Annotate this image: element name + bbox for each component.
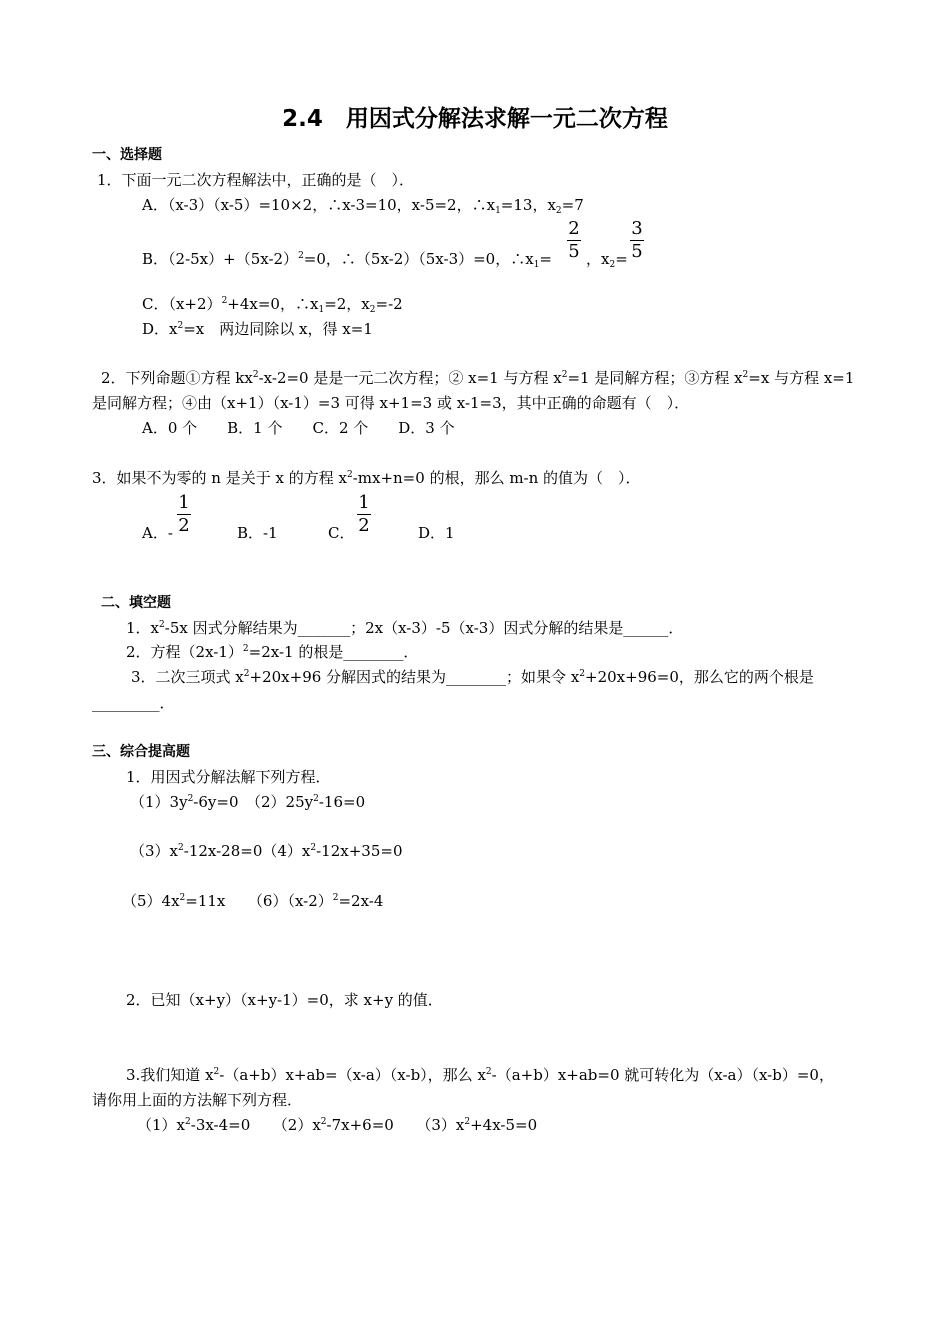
comp-question-3-line-1: 3.我们知道 $x^2-(a+b)x+ab=(x-a)(x-b)$，那么 $x^2-(a+b)x+ab=0$ 就可转化为（x-a）（x-b）=0， [126,1066,834,1084]
fill-question-3: 3．二次三项式 $x^2+20x+96$ 分解因式的结果为________；如果令 $x^2+20x+96=0$，那么它的两个根是 [131,668,814,686]
fill-question-2: 2．方程$(2x-1)^2=2x-1$ 的根是________． [126,643,419,661]
question-1-option-a: A．（x-3）（x-5）=10×2，∴x-3=10，x-5=2，$\therefore x_1=13$，$x_2=7$ [142,196,584,216]
fraction-one-half-c: 1 2 [358,492,370,536]
question-2-options: A．0 个 B．1 个 C．2 个 D．3 个 [142,419,455,437]
fill-question-3-cont: _________． [92,694,175,712]
fraction-two-fifths: 2 5 [568,218,580,262]
equation-row-4: $(1)x^2-3x-4=0$ $(2)x^2-7x+6=0$ $(3)x^2+4x-5=0$ [137,1116,538,1134]
fraction-one-half-a: 1 2 [178,492,190,536]
comp-question-1: 1．用因式分解法解下列方程． [126,768,331,786]
equation-row-1: $(1)3y^2-6y=0$ $(2)25y^2-16=0$ [130,793,366,811]
fill-question-1: 1．$x^2-5x$ 因式分解结果为_______；2x（x-3）-5（x-3）因式分解的结果是______． [126,619,684,637]
page-title: 2.4 用因式分解法求解一元二次方程 [282,106,668,132]
question-1-option-d: D．$x^2=x$ 两边同除以 x，得 x=1 [142,320,373,338]
section-heading-comprehensive: 三、综合提高题 [92,744,190,760]
question-3-option-c: C． [328,524,355,542]
question-1-stem: 1．下面一元二次方程解法中，正确的是（ ）． [97,171,415,189]
question-2-line-1: 2．下列命题①方程 $kx^2-x-2=0$ 是是一元二次方程；② x=1 与方程 $x^2=1$ 是同解方程；③方程 $x^2=x$ 与方程 x=1 [101,369,855,387]
question-1-option-b-x2: ，$x_2=$ [586,250,628,270]
question-1-option-c: C．$(x+2)^2+4x=0$，$\therefore x_1=2$，$x_2=-2$ [142,295,403,315]
equation-row-3: $(5)4x^2=11x$ $(6)(x-2)^2=2x-4$ [122,892,384,910]
comp-question-3-line-2: 请你用上面的方法解下列方程． [92,1091,303,1109]
question-1-option-b: B．$(2-5x)+(5x-2)^2=0$，∴（5x-2）（5x-3）=0，$\therefore x_1=$ [142,250,552,270]
equation-row-2: $(3)x^2-12x-28=0(4)x^2-12x+35=0$ [130,842,403,860]
question-3-option-d: D．1 [418,524,455,542]
fraction-three-fifths: 3 5 [631,218,643,262]
question-3-stem: 3．如果不为零的 n 是关于 x 的方程 $x^2-mx+n=0$ 的根，那么 m-n 的值为（ ）． [92,469,641,487]
section-heading-choice: 一、选择题 [92,147,162,163]
comp-question-2: 2．已知（x+y）（x+y-1）=0，求 x+y 的值． [126,991,443,1009]
question-3-option-b: B．-1 [237,524,278,542]
section-heading-fill: 二、填空题 [101,595,171,611]
question-2-line-2: 是同解方程；④由（x+1）（x-1）=3 可得 x+1=3 或 x-1=3，其中正确的命题有（ ）． [92,394,690,412]
question-3-option-a: A．- [142,524,173,542]
